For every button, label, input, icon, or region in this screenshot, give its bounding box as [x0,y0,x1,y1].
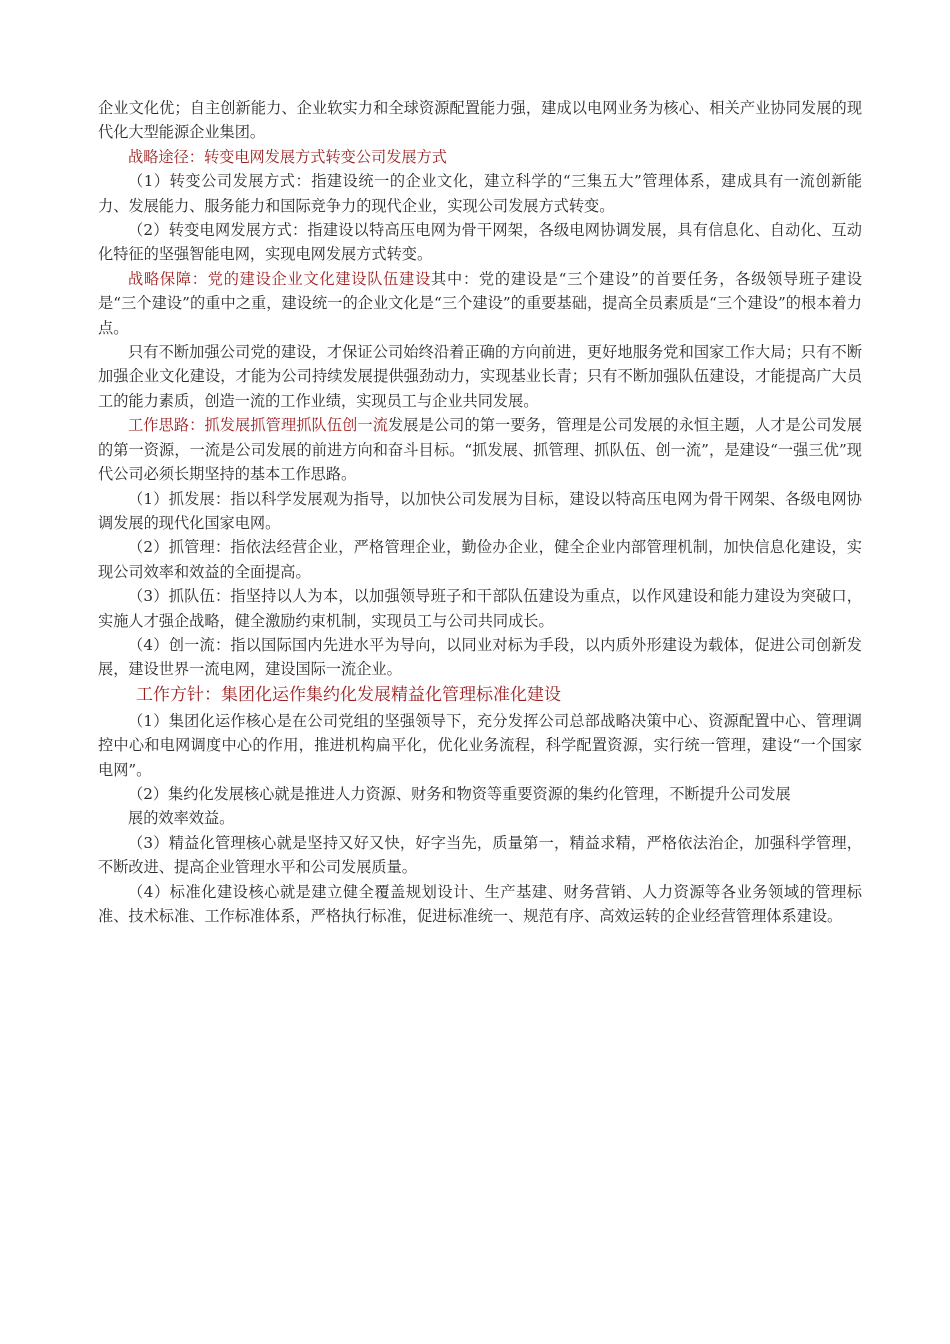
thinking-text: 发展是公司的第一要务，管理是公司发展的永恒主题，人才是公司发展的第一资源，一流是公司发展的前进方向和奋斗目标。“抓发展、抓管理、抓队伍、创一流”，是建设“一强三优”现代公司必须长期坚持的基本工作思路。 [98,416,863,484]
policy-item-1: （1）集团化运作核心是在公司党组的坚强领导下，充分发挥公司总部战略决策中心、资源配置中心、管理调控中心和电网调度中心的作用，推进机构扁平化，优化业务流程，科学配置资源，实行统一管理，建设“一个国家电网”。 [98,711,862,779]
intro-paragraph: 企业文化优；自主创新能力、企业软实力和全球资源配置能力强，建成以电网业务为核心、相关产业协同发展的现代化大型能源企业集团。 [98,99,862,142]
policy-item-2: （2）集约化发展核心就是推进人力资源、财务和物资等重要资源的集约化管理，不断提升公司发展 [128,784,791,803]
policy-item-4: （4）标准化建设核心就是建立健全覆盖规划设计、生产基建、财务营销、人力资源等各业务领域的管理标准、技术标准、工作标准体系，严格执行标准，促进标准统一、规范有序、高效运转的企业经营管理体系建设。 [98,882,862,925]
thinking-item-3: （3）抓队伍：指坚持以人为本，以加强领导班子和干部队伍建设为重点，以作风建设和能力建设为突破口，实施人才强企战略，健全激励约束机制，实现员工与公司共同成长。 [98,587,862,630]
route-item-1: （1）转变公司发展方式：指建设统一的企业文化，建立科学的“三集五大”管理体系，建成具有一流创新能力、发展能力、服务能力和国际竞争力的现代企业，实现公司发展方式转变。 [98,172,862,215]
policy-item-3: （3）精益化管理核心就是坚持又好又快，好字当先，质量第一，精益求精，严格依法治企，加强科学管理，不断改进、提高企业管理水平和公司发展质量。 [98,833,862,877]
thinking-paragraph [98,413,862,486]
policy-heading: 工作方针：集团化运作集约化发展精益化管理标准化建设 [136,684,561,705]
policy-item-2-continuation: 展的效率效益。 [128,809,235,828]
guarantee-paragraph-2: 只有不断加强公司党的建设，才保证公司始终沿着正确的方向前进，更好地服务党和国家工作大局；只有不断加强企业文化建设，才能为公司持续发展提供强劲动力，实现基业长青；只有不断加强队伍建设，才能提高广大员工的能力素质，创造一流的工作业绩，实现员工与企业共同发展。 [98,343,862,410]
guarantee-paragraph [98,267,862,340]
guarantee-heading: 战略保障：党的建设企业文化建设队伍建设 [128,269,432,288]
route-item-2: （2）转变电网发展方式：指建设以特高压电网为骨干网架，各级电网协调发展，具有信息化、自动化、互动化特征的坚强智能电网，实现电网发展方式转变。 [98,221,862,264]
guarantee-text: 其中：党的建设是“三个建设”的首要任务，各级领导班子建设是“三个建设”的重中之重，建设统一的企业文化是“三个建设”的重要基础，提高全员素质是“三个建设”的根本着力点。 [98,269,863,337]
thinking-item-1: （1）抓发展：指以科学发展观为指导，以加快公司发展为目标，建设以特高压电网为骨干网架、各级电网协调发展的现代化国家电网。 [98,489,862,532]
route-heading: 战略途径：转变电网发展方式转变公司发展方式 [128,147,447,166]
thinking-heading: 工作思路：抓发展抓管理抓队伍创一流 [128,416,388,435]
thinking-item-4: （4）创一流：指以国际国内先进水平为导向，以同业对标为手段，以内质外形建设为载体，促进公司创新发展，建设世界一流电网，建设国际一流企业。 [98,635,862,679]
thinking-item-2: （2）抓管理：指依法经营企业，严格管理企业，勤俭办企业，健全企业内部管理机制，加快信息化建设，实现公司效率和效益的全面提高。 [98,538,862,581]
document-body [98,96,862,928]
